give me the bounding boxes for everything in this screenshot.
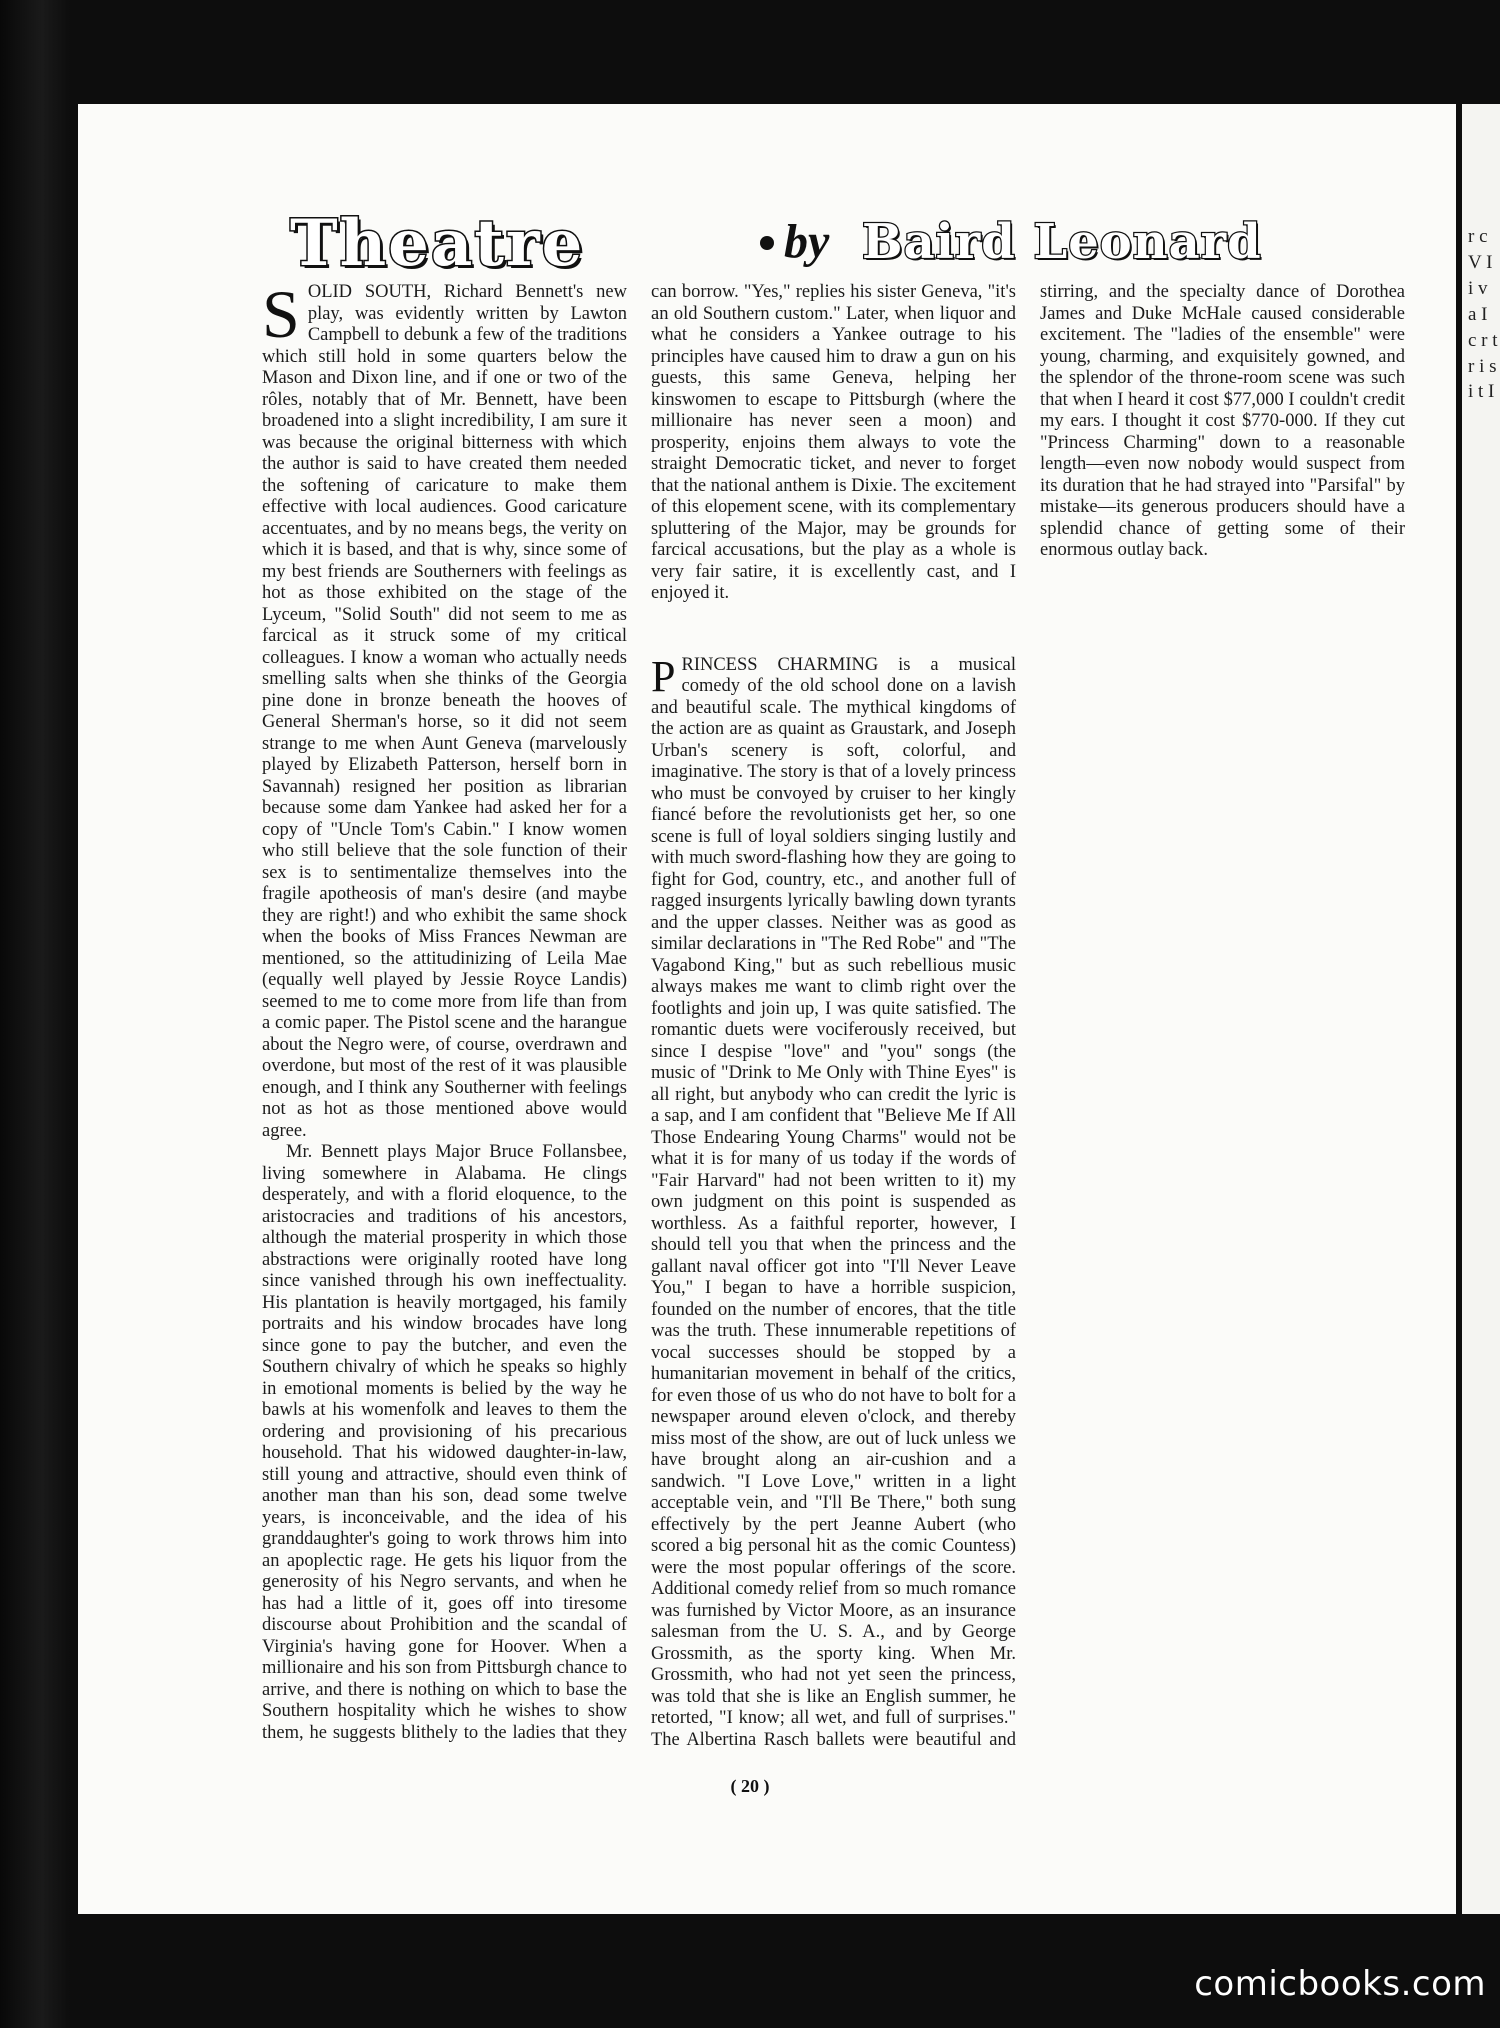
page-number: ( 20 ) — [730, 1776, 770, 1796]
byline-prefix: by — [784, 215, 830, 268]
article-body — [262, 276, 1405, 1752]
paragraph-text: RINCESS CHARMING is a musical comedy of the old school done on a lavish and beautiful scale. The mythical kingdoms of the action are as quaint as Graustark, and Joseph Urban's scenery is soft, colorful, and imaginative. The story is that of a lovely princess who must be convoyed by cruiser to her kingly fiancé before the revolutionists get her, so one scene is full of loyal soldiers singing lustily and with much sword-flashing how they are going to fight for God, country, etc., and another full of ragged insurgents lyrically bawling down tyrants and the upper classes. Neither was as good as similar declarations in "The Red Robe" and "The Vagabond King," but as such rebellious music always makes me want to climb right over the footlights and join up, I was quite satisfied. The romantic duets were vociferously received, but since I despise "love" and "you" songs (the music of "Drink to Me Only with Thine Eyes" is all right, but anybody who can credit the lyric is a sap, and I am confident that "Believe Me If All Those Endearing Young Charms" would not be what it is for many of us today if the words of "Fair Harvard" had not been written to it) my own judgment on this point is suspended as worthless. As a faithful reporter, however, I should tell you that when the princess and the gallant naval officer got into "I'll Never Leave You," I began to have a horrible suspicion, founded on the number of encores, that the title was the truth. These innumerable repetitions of vocal successes should be stopped by a humanitarian movement in behalf of the critics, for even those of us who do not have to bolt for a newspaper around eleven o'clock, and thereby miss most of the show, are out of luck unless we have brought along an air-cushion and a sandwich. "I Love Love," written in a light acceptable vein, and "I'll Be There," both sung effectively by the pert Jeanne Aubert (who scored a big personal hit as the comic Countess) were the most popular offerings of the score. Additional comedy relief from so much romance was furnished by Victor Moore, as an insurance salesman from the U. S. A., and by George Grossmith, as the sporty king. When Mr. Grossmith, who had not yet seen the princess, was told that she is like an English summer, he retorted, "I know; all wet, and full of surprises." The Albertina Rasch ballets were beautiful and stirring, and the specialty dance of Dorothea James and Duke McHale caused considerable excitement. The "ladies of the ensemble" were young, charming, and exquisitely gowned, and the splendor of the throne-room scene was such that when I heard it cost $77,000 I couldn't credit my ears. I thought it cost $770-000. If they cut "Princess Charming" down to a reasonable length—even now nobody would suspect from its duration that he had strayed into "Parsifal" by mistake—its generous producers should have a splendid chance of getting some of their enormous outlay back. — [651, 282, 1405, 1750]
paragraph-solid-south — [262, 276, 627, 1142]
paragraph-text: OLID SOUTH, Richard Bennett's new play, was evidently written by Lawton Campbell to debunk a few of the traditions which still hold in some quarters below the Mason and Dixon line, and if one or two of the rôles, notably that of Mr. Bennett, have been broadened into a slight incredibility, I am sure it was because the original bitterness with which the author is said to have created them needed the softening of caricature to make them effective with local audiences. Good caricature accentuates, and by no means begs, the verity on which it is based, and that is why, since some of my best friends are Southerners with feelings as hot as those exhibited on the stage of the Lyceum, "Solid South" did not seem to me as farcical as it struck some of my critical colleagues. I know a woman who actually needs smelling salts when she thinks of the Georgia pine done in bronze beneath the hooves of General Sherman's horse, so it did not seem strange to me when Aunt Geneva (marvelously played by Elizabeth Patterson, herself born in Savannah) resigned her position as librarian because some dam Yankee had asked her for a copy of "Uncle Tom's Cabin." I know women who still believe that the sole function of their sex is to sentimentalize themselves into the fragile apotheosis of man's desire (and maybe they are right!) and who exhibit the same shock when the books of Miss Frances Newman are mentioned, so the attitudinizing of Leila Mae (equally well played by Jessie Royce Landis) seemed to me to come more from life than from a comic paper. The Pistol scene and the harangue about the Negro were, of course, overdrawn and overdone, but most of the rest of it was plausible enough, and I think any Southerner with feelings not as hot as those mentioned above would agree. — [262, 282, 627, 1141]
adjacent-page-edge — [1462, 104, 1500, 1914]
binding-gutter — [0, 0, 70, 2028]
author-name: Baird Leonard — [862, 214, 1262, 270]
page-title: Theatre — [290, 206, 585, 281]
paragraph-text: Mr. Bennett plays Major Bruce Follansbee, living somewhere in Alabama. He clings desperately, and with a florid eloquence, to the aristocracies and traditions of his ancestors, although the material prosperity in which those abstractions were originally rooted have long since vanished through his own ineffectuality. His plantation is heavily mortgaged, his family portraits and his window brocades have long since gone to pay the butcher, and even the Southern chivalry of which he speaks so highly in emotional moments is belied by the way he bawls at his womenfolk and leaves to them the ordering and provisioning of his precarious household. That his widowed daughter-in-law, still young and attractive, should even think of another man than his son, dead some twelve years, is inconceivable, and the idea of his granddaughter's going to work throws him into an apoplectic rage. He gets his liquor from the generosity of his Negro servants, and when he has had a little of it, goes off into tiresome discourse about Prohibition and the scandal of Virginia's having gone for Hoover. When a millionaire and his son from Pittsburgh chance to arrive, and there is nothing on which to base the Southern hospitality which he wishes to show them, he suggests blithely to the ladies that they can borrow. "Yes," replies his sister Geneva, "it's an old Southern custom." Later, when liquor and what he considers a Yankee outrage to his principles have caused him to draw a gun on his guests, this same Geneva, helping her kinswomen to escape to Pittsburgh (where the millionaire has never seen a moon) and prosperity, enjoins them always to vote the straight Democratic ticket, and never to forget that the national anthem is Dixie. The excitement of this elopement scene, with its complementary spluttering of the Major, may be grounds for farcical accusations, but the play as a whole is very fair satire, it is excellently cast, and I enjoyed it. — [262, 282, 1016, 1743]
watermark: comicbooks.com — [1194, 1964, 1486, 2004]
title-separator-dot — [760, 236, 774, 250]
adjacent-page-text: r c V I i v a I c r t r i s i t I — [1468, 226, 1498, 403]
drop-cap: S — [262, 276, 300, 352]
drop-cap: P — [651, 651, 676, 701]
